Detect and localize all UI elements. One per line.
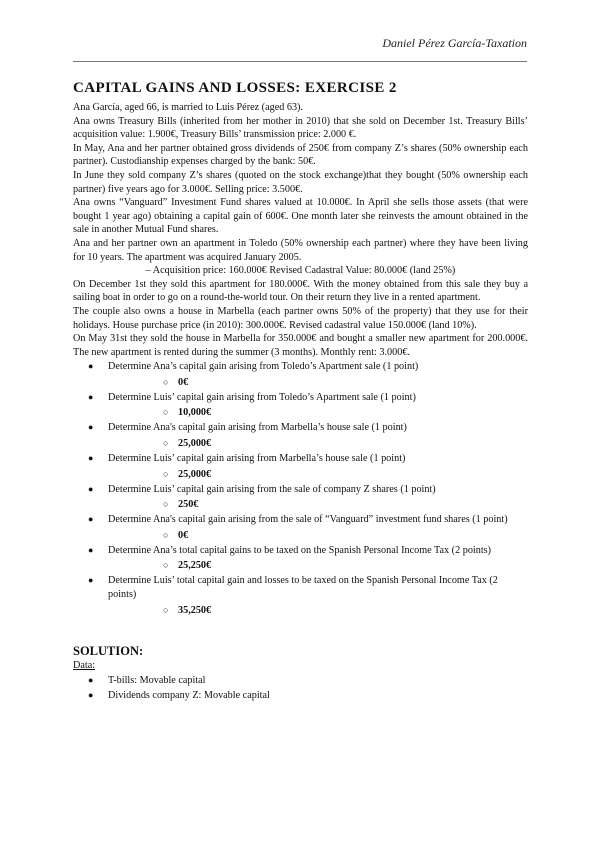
answer-item xyxy=(108,375,528,390)
question-text: Determine Luis’ capital gain arising from the sale of company Z shares (1 point) xyxy=(108,483,436,495)
paragraph-company-z-sale: In June they sold company Z’s shares (quoted on the stock exchange)that they bought (50% ownership each partner) five years ago for 3.000€. Selling price: 3.500€. xyxy=(73,169,528,195)
answer-value: 10,000€ xyxy=(178,407,212,419)
data-item xyxy=(73,673,528,688)
bullet-icon: ● xyxy=(88,453,94,464)
bullet-icon: ● xyxy=(88,391,94,402)
answer-item xyxy=(108,558,528,573)
bullet-icon: ● xyxy=(88,689,94,700)
data-item xyxy=(73,688,528,703)
question-text: Determine Luis’ capital gain arising from Toledo’s Apartment sale (1 point) xyxy=(108,391,416,403)
exercise-title: CAPITAL GAINS AND LOSSES: EXERCISE 2 xyxy=(73,80,397,96)
question-item xyxy=(73,483,528,513)
sub-bullet-icon: ○ xyxy=(163,407,169,418)
paragraph-toledo-values: – Acquisition price: 160.000€ Revised Cadastral Value: 80.000€ (land 25%) xyxy=(145,265,456,277)
paragraph-marbella-sale: On May 31st they sold the house in Marbella for 350.000€ and bought a smaller new apartment for 200.000€. The new apartment is rented during the summer (3 months). Monthly rent: 3.000€. xyxy=(73,333,528,358)
sub-bullet-icon: ○ xyxy=(163,499,169,510)
answer-value: 25,000€ xyxy=(178,438,212,450)
question-item xyxy=(73,421,528,451)
paragraph-toledo-sale: On December 1st they sold this apartment for 180.000€. With the money obtained from this sale they buy a sailing boat in order to go on a round-the-world tour. On their return they live in a rented apartment. xyxy=(73,278,528,304)
answer-item xyxy=(108,603,528,618)
data-item-text: T-bills: Movable capital xyxy=(108,674,206,686)
answer-value: 25,000€ xyxy=(178,468,212,480)
question-text: Determine Ana’s capital gain arising from Toledo’s Apartment sale (1 point) xyxy=(108,361,419,373)
bullet-icon: ● xyxy=(88,361,94,372)
answer-item xyxy=(108,528,528,543)
question-text: Determine Ana's capital gain arising from Marbella’s house sale (1 point) xyxy=(108,422,407,434)
answer-item xyxy=(108,405,528,420)
question-item xyxy=(73,452,528,482)
header-divider xyxy=(73,61,527,62)
bullet-icon: ● xyxy=(88,674,94,685)
sub-bullet-icon: ○ xyxy=(163,529,169,540)
question-text: Determine Ana's capital gain arising from the sale of “Vanguard” investment fund shares (1 point) xyxy=(108,514,508,526)
question-item xyxy=(73,574,528,617)
data-item-text: Dividends company Z: Movable capital xyxy=(108,689,270,701)
document-body xyxy=(73,80,528,703)
answer-value: 35,250€ xyxy=(178,604,212,616)
data-label: Data: xyxy=(73,659,96,671)
sub-bullet-icon: ○ xyxy=(163,560,169,571)
paragraph-intro: Ana García, aged 66, is married to Luis Pérez (aged 63). xyxy=(73,102,303,113)
sub-bullet-icon: ○ xyxy=(163,468,169,479)
solution-heading: SOLUTION: xyxy=(73,643,144,658)
paragraph-treasury-bills: Ana owns Treasury Bills (inherited from her mother in 2010) that she sold on December 1st. Treasury Bills’ acquisition value: 1.900€, Treasury Bills’ transmission price: 2.000 €. xyxy=(73,115,528,141)
question-list xyxy=(73,360,528,617)
paragraph-toledo-apartment: Ana and her partner own an apartment in Toledo (50% ownership each partner) where they have been living for 10 years. The apartment was acquired January 2005. xyxy=(73,237,528,263)
bullet-icon: ● xyxy=(88,544,94,555)
answer-value: 0€ xyxy=(178,376,189,388)
question-text: Determine Luis’ capital gain arising from Marbella’s house sale (1 point) xyxy=(108,453,406,465)
bullet-icon: ● xyxy=(88,514,94,525)
answer-value: 250€ xyxy=(178,499,199,511)
question-text: Determine Ana’s total capital gains to be taxed on the Spanish Personal Income Tax (2 points) xyxy=(108,544,492,556)
question-item xyxy=(73,544,528,574)
paragraph-vanguard-fund: Ana owns “Vanguard” Investment Fund shares valued at 10.000€. In April she sells those assets (that were bought 1 year ago) obtaining a capital gain of 600€. One month later she reinvests the amount obtained in the sale in another Mutual Fund shares. xyxy=(73,197,528,236)
sub-bullet-icon: ○ xyxy=(163,376,169,387)
paragraph-dividends: In May, Ana and her partner obtained gross dividends of 250€ from company Z’s shares (50% ownership each partner). Custodianship expenses charged by the bank: 50€. xyxy=(73,142,528,168)
sub-bullet-icon: ○ xyxy=(163,438,169,449)
paragraph-marbella-house: The couple also owns a house in Marbella (each partner owns 50% of the property) that they use for their holidays. House purchase price (in 2010): 300.000€. Revised cadastral value 150.000€ (land 10%). xyxy=(73,305,528,331)
bullet-icon: ● xyxy=(88,483,94,494)
bullet-icon: ● xyxy=(88,575,94,586)
answer-item xyxy=(108,467,528,482)
answer-value: 0€ xyxy=(178,529,189,541)
answer-item xyxy=(108,436,528,451)
bullet-icon: ● xyxy=(88,422,94,433)
question-item xyxy=(73,391,528,421)
answer-value: 25,250€ xyxy=(178,560,212,572)
question-item xyxy=(73,360,528,390)
question-text: Determine Luis’ total capital gain and losses to be taxed on the Spanish Personal Income Tax (2 points) xyxy=(108,575,498,601)
sub-bullet-icon: ○ xyxy=(163,604,169,615)
answer-item xyxy=(108,497,528,512)
data-list xyxy=(73,673,528,703)
page-header-author: Daniel Pérez García-Taxation xyxy=(382,36,527,50)
question-item xyxy=(73,513,528,543)
